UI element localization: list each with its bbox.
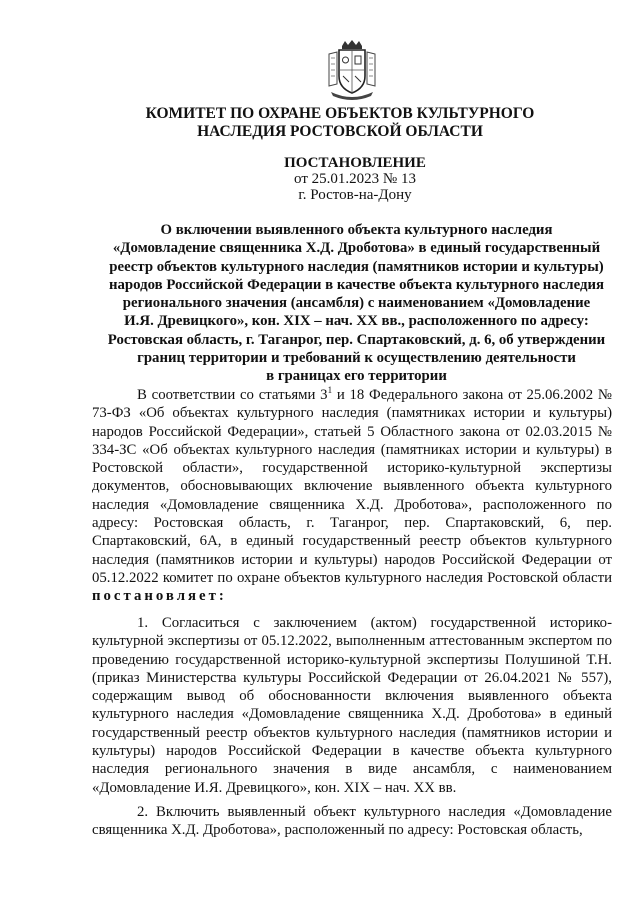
preamble-start: В соответствии со статьями 3 xyxy=(137,387,328,403)
subject-line: И.Я. Древицкого», кон. XIX – нач. XX вв., расположенного по адресу: xyxy=(124,313,589,330)
preamble-paragraph xyxy=(92,386,612,606)
decree-title-block xyxy=(0,155,640,203)
subject-line: регионального значения (ансамбля) с наименованием «Домовладение xyxy=(122,295,591,312)
decree-city: г. Ростов-на-Дону xyxy=(298,187,412,203)
article-superscript: 1 xyxy=(327,385,333,396)
subject-line: границ территории и требований к осуществлению деятельности xyxy=(137,350,576,367)
committee-name-line-1: КОМИТЕТ ПО ОХРАНЕ ОБЪЕКТОВ КУЛЬТУРНОГО xyxy=(145,105,535,122)
subject-line: «Домовладение священника Х.Д. Дроботова» в единый государственный xyxy=(112,240,601,257)
subject-line: Ростовская область, г. Таганрог, пер. Спартаковский, д. 6, об утверждении xyxy=(107,331,606,348)
decree-verb: постановляет: xyxy=(92,588,227,605)
committee-name-line-2: НАСЛЕДИЯ РОСТОВСКОЙ ОБЛАСТИ xyxy=(197,123,483,140)
subject-line: народов Российской Федерации в качестве объекта культурного наследия xyxy=(109,276,604,293)
decree-item-2 xyxy=(92,803,612,840)
subject-line: реестр объектов культурного наследия (памятников истории и культуры) xyxy=(109,258,604,275)
decree-item-1 xyxy=(92,614,612,797)
item-1-text: 1. Согласиться с заключением (актом) государственной историко-культурной экспертизы от 05.12.2022, выполненным аттестованным экспертом по проведению государственной историко-культурной экспертизы Полушиной Т.Н. (приказ Министерства культуры Российской Федерации от 26.04.2021 № 557), содержащим вывод об обоснованности включения выявленного объекта культурного наследия «Домовладение священника Х.Д. Дроботова» в единый государственный реестр объектов культурного наследия (памятников истории и культуры) народов Российской Федерации в качестве объекта культурного наследия регионального значения в виде ансамбля, с наименованием «Домовладение И.Я. Древицкого», кон. XIX – нач. XX вв. xyxy=(92,615,612,796)
committee-header xyxy=(0,105,640,141)
decree-subject xyxy=(104,221,609,386)
decree-heading: ПОСТАНОВЛЕНИЕ xyxy=(284,155,426,171)
subject-line: О включении выявленного объекта культурного наследия xyxy=(160,222,553,238)
item-2-text: 2. Включить выявленный объект культурного наследия «Домовладение священника Х.Д. Дроботова», расположенный по адресу: Ростовская область, xyxy=(92,804,612,839)
preamble-rest: и 18 Федерального закона от 25.06.2002 № 73-ФЗ «Об объектах культурного наследия (памятниках истории и культуры) народов Российской Федерации», статьей 5 Областного закона от 02.03.2015 № 334-ЗС «Об объектах культурного наследия (памятниках истории и культуры) в Ростовской области», государственной историко-культурной экспертизы документов, обосновывающих включение выявленного объекта культурного наследия «Домовладение священника Х.Д. Дроботова», расположенного по адресу: Ростовская область, г. Таганрог, пер. Спартаковский, 6, пер. Спартаковский, 6А, в единый государственный реестр объектов культурного наследия (памятников истории и культуры) народов Российской Федерации от 05.12.2022 комитет по охране объектов культурного наследия Ростовской области xyxy=(92,387,612,586)
rostov-region-coat-of-arms-icon xyxy=(323,40,381,100)
subject-line: в границах его территории xyxy=(266,368,447,385)
decree-date-number: от 25.01.2023 № 13 xyxy=(294,171,416,187)
